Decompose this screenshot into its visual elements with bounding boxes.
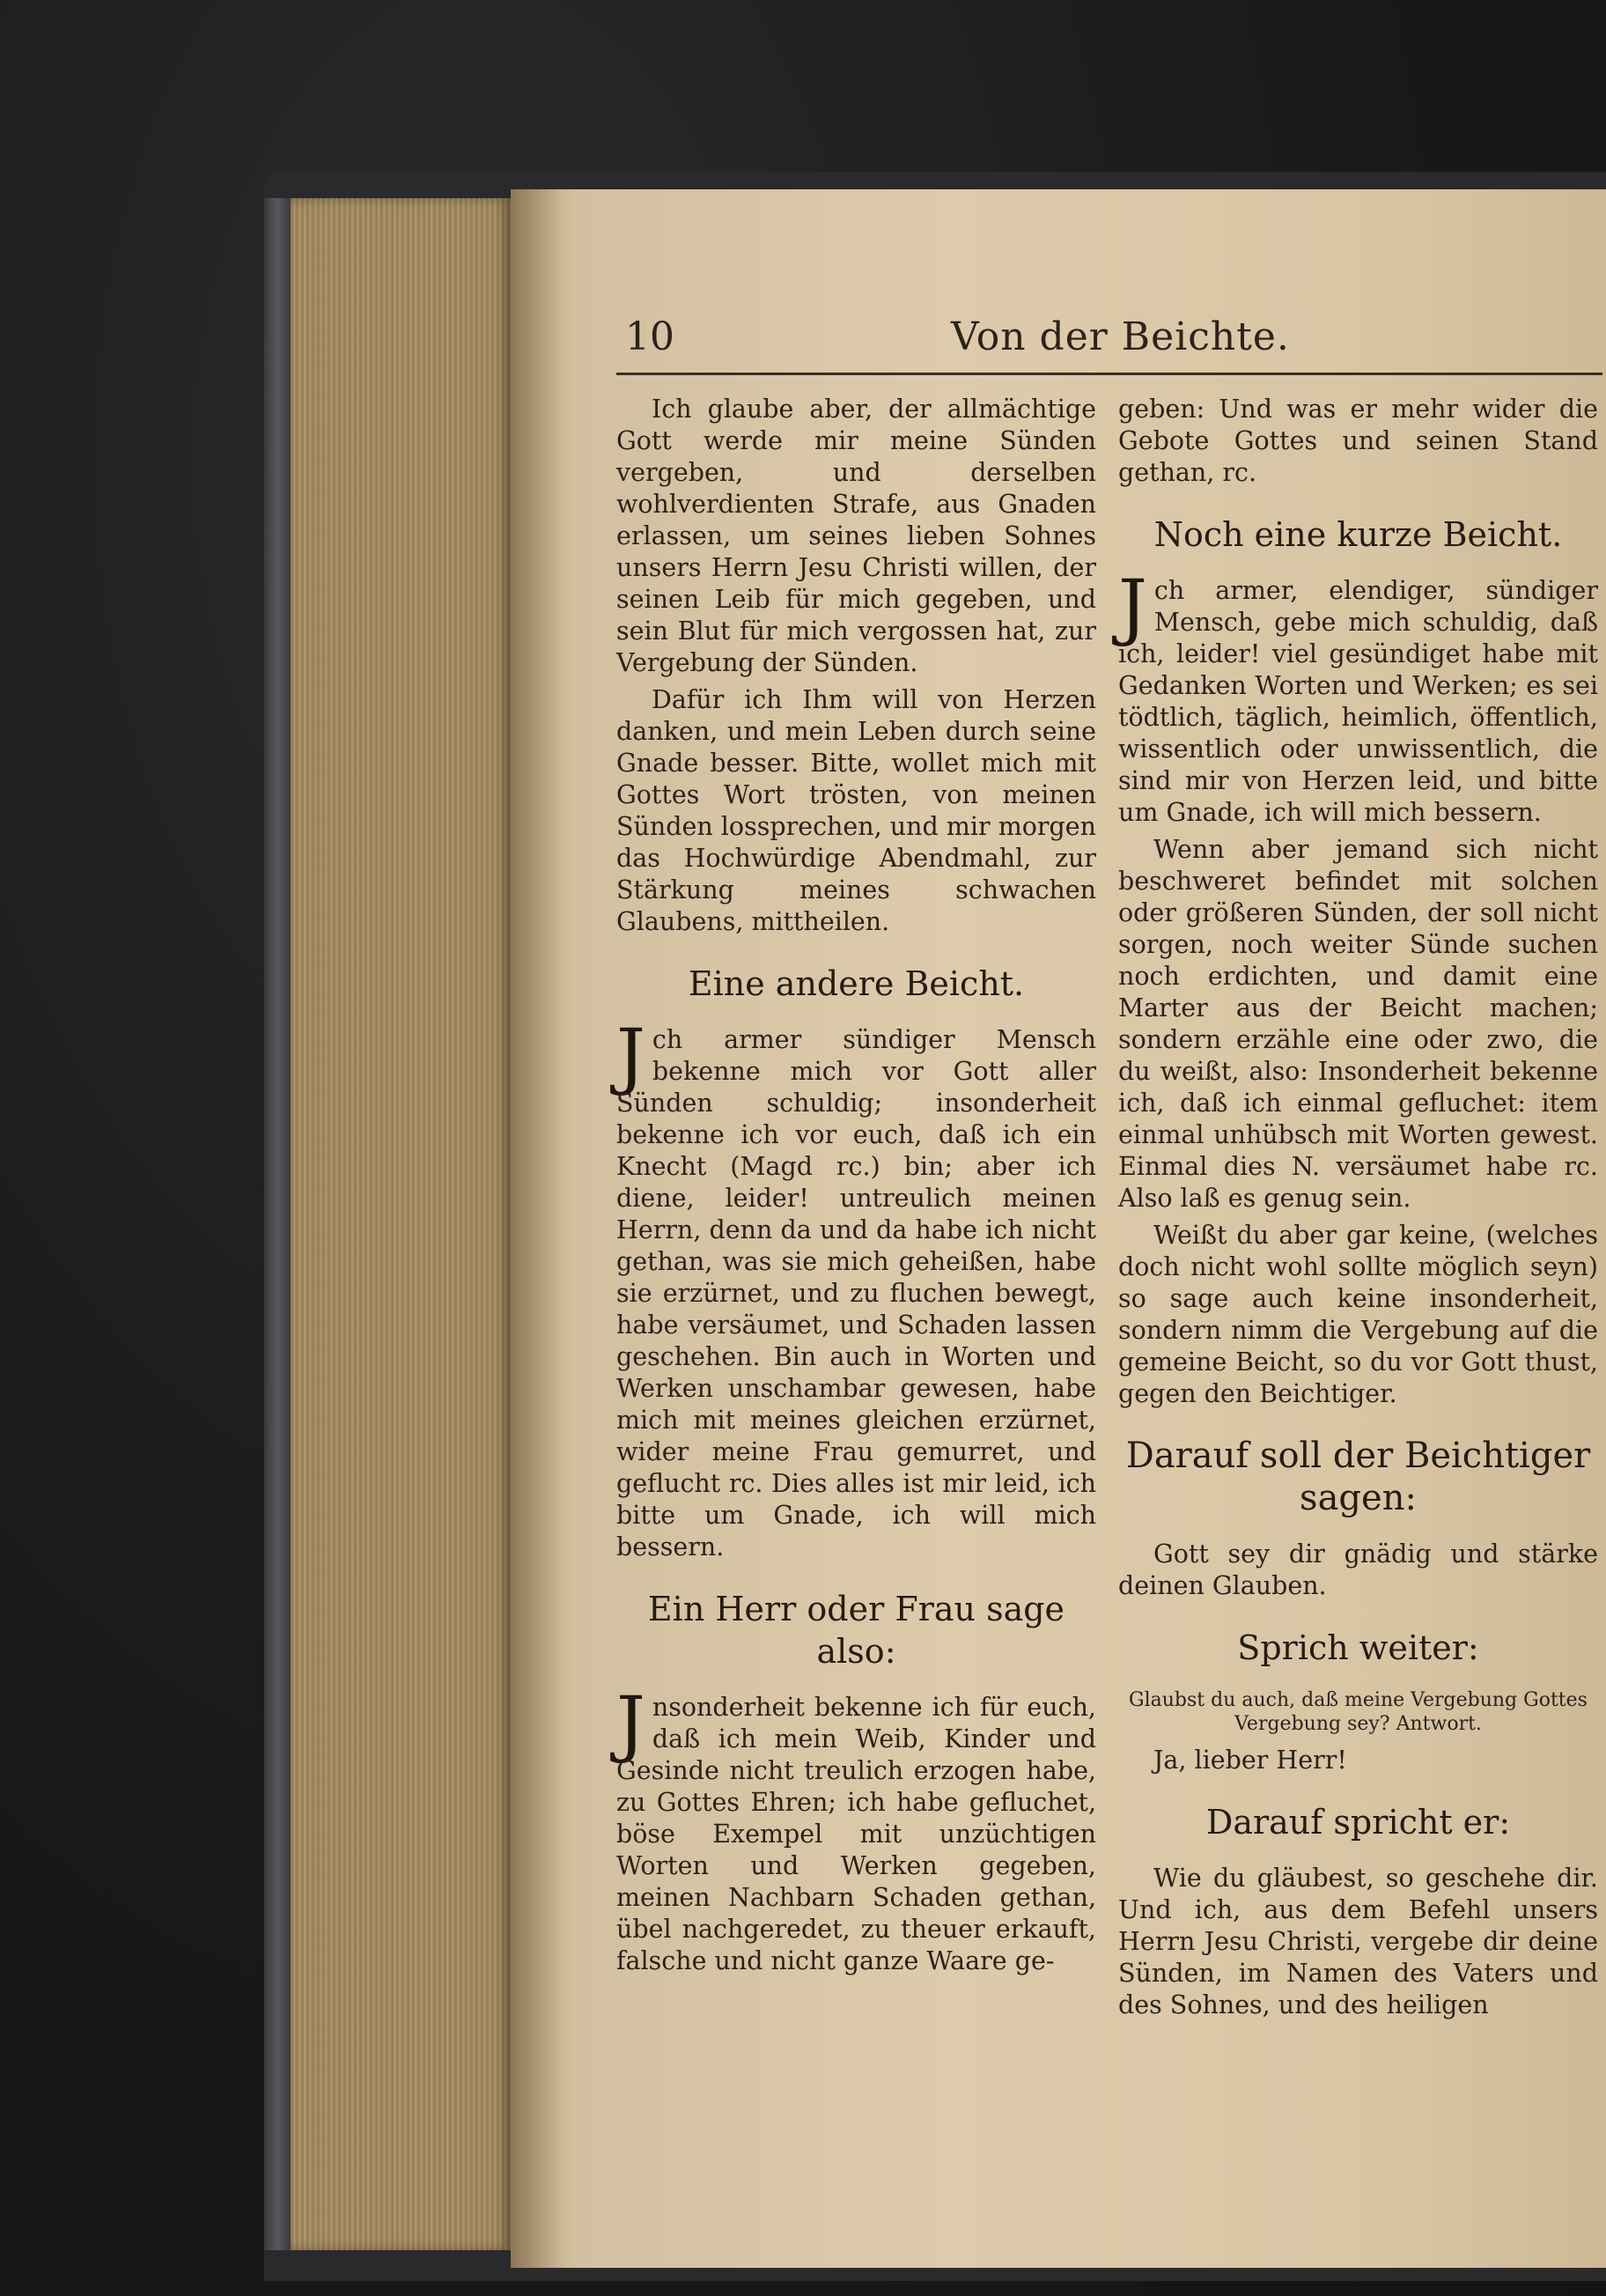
book-spine [264,198,291,2250]
right-column [1118,394,1598,2027]
paragraph: Ich glaube aber, der allmächtige Gott werde mir meine Sünden vergeben, und derselben wohlverdienten Strafe, aus Gnaden erlassen, um seines lieben Sohnes unsers Herrn Jesu Christi willen, der seinen Leib für mich gegeben, und sein Blut für mich vergossen hat, zur Vergebung der Sünden. [616,395,1096,677]
drop-cap: J [616,1015,645,1098]
small-note: Glaubst du auch, daß meine Vergebung Gottes Vergebung sey? Antwort. [1129,1689,1588,1735]
paragraph: Wenn aber jemand sich nicht beschweret befindet mit solchen oder größeren Sünden, der soll nicht sorgen, noch weiter Sünde suchen noch erdichten, und damit eine Marter aus der Beicht machen; sondern erzähle eine oder zwo, die du weißt, also: Insonderheit bekenne ich, daß ich einmal gefluchet: item einmal unhübsch mit Worten gewest. Einmal dies N. versäumet habe rc. Also laß es genug sein. [1118,835,1598,1213]
drop-cap: J [1118,565,1147,649]
gutter-shadow [511,189,564,2268]
paragraph [1118,565,1598,829]
paragraph: Dafür ich Ihm will von Herzen danken, und mein Leben durch seine Gnade besser. Bitte, wollet mich mit Gottes Wort trösten, von meinen Sünden lossprechen, und mir morgen das Hochwürdige Abendmahl, zur Stärkung meines schwachen Glaubens, mittheilen. [616,685,1096,936]
running-head: Von der Beichte. [951,314,1290,359]
section-heading: Ein Herr oder Frau sage also: [647,1590,1065,1671]
section-heading: Darauf spricht er: [1205,1803,1511,1842]
header-rule [616,373,1602,375]
paragraph: Weißt du aber gar keine, (welches doch nicht wohl sollte möglich seyn) so sage auch keine insonderheit, sondern nimm die Vergebung auf die gemeine Beicht, so du vor Gott thust, gegen den Beichtiger. [1118,1221,1598,1408]
page-edges [291,198,511,2250]
paragraph-text: ch armer sündiger Mensch bekenne mich vor Gott aller Sünden schuldig; insonderheit bekenne ich vor euch, daß ich ein Knecht (Magd rc.) bin; aber ich diene, leider! untreulich meinen Herrn, denn da und da habe ich nicht gethan, was sie mich geheißen, habe sie erzürnet, und zu fluchen bewegt, habe versäumet, und Schaden lassen geschehen. Bin auch in Worten und Werken unschambar gewesen, habe mich mit meines gleichen erzürnet, wider meine Frau gemurret, und geflucht rc. Dies alles ist mir leid, ich bitte um Gnade, ich will mich bessern. [616,1025,1096,1561]
section-heading: Noch eine kurze Beicht. [1153,515,1563,554]
paragraph [616,1682,1096,1977]
paragraph: Gott sey dir gnädig und stärke deinen Glauben. [1118,1539,1598,1600]
paragraph-text: ch armer, elendiger, sündiger Mensch, gebe mich schuldig, daß ich, leider! viel gesündiget habe mit Gedanken Worten und Werken; es sei tödtlich, täglich, heimlich, öffentlich, wissentlich oder unwissentlich, die sind mir von Herzen leid, und bitte um Gnade, ich will mich bessern. [1118,576,1598,827]
section-heading: Sprich weiter: [1237,1628,1479,1667]
page-number: 10 [625,314,674,359]
paragraph: Wie du gläubest, so geschehe dir. Und ich, aus dem Befehl unsers Herrn Jesu Christi, vergebe dir deine Sünden, im Namen des Vaters und des Sohnes, und des heiligen [1118,1864,1598,2019]
book-page [511,189,1606,2268]
paragraph-text: nsonderheit bekenne ich für euch, daß ich mein Weib, Kinder und Gesinde nicht treulich erzogen habe, zu Gottes Ehren; ich habe gefluchet, böse Exempel mit unzüchtigen Worten und Werken gegeben, meinen Nachbarn Schaden gethan, übel nachgeredet, zu theuer erkauft, falsche und nicht ganze Waare ge- [616,1693,1096,1975]
left-column [616,394,1096,1982]
section-heading: Darauf soll der Beichtiger sagen: [1125,1436,1591,1518]
paragraph [616,1015,1096,1563]
page-header [511,304,1606,374]
section-heading: Eine andere Beicht. [688,964,1025,1003]
paragraph: geben: Und was er mehr wider die Gebote Gottes und seinen Stand gethan, rc. [1118,395,1598,487]
paragraph: Ja, lieber Herr! [1153,1746,1347,1775]
drop-cap: J [616,1682,645,1766]
